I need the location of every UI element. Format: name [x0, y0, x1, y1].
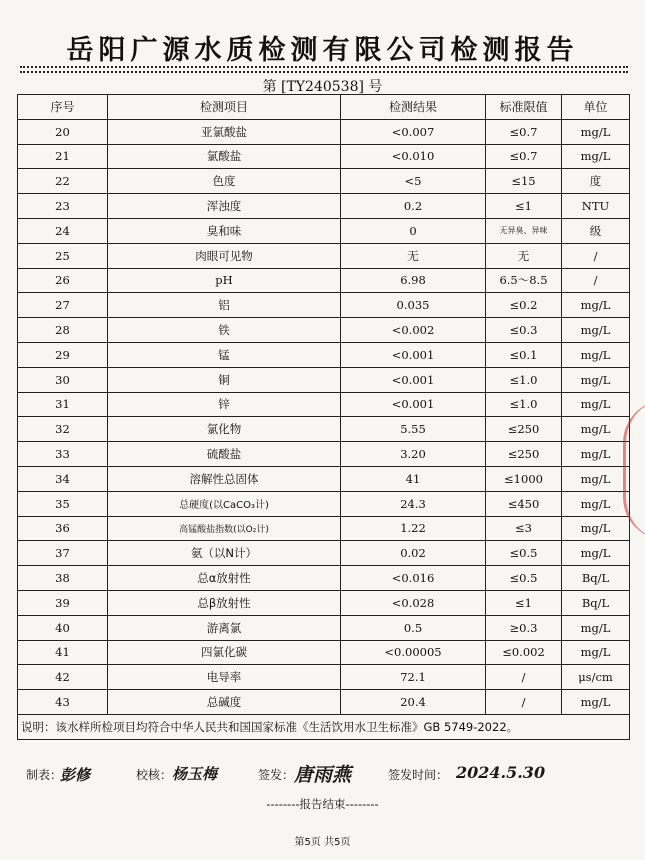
row-limit: ≤0.7	[486, 119, 562, 144]
table-row	[18, 566, 630, 591]
row-unit: mg/L	[562, 640, 630, 665]
col-header-no: 序号	[18, 95, 108, 120]
row-no: 24	[18, 218, 108, 243]
row-unit: mg/L	[562, 144, 630, 169]
checked-by-label: 校核：	[136, 768, 173, 782]
table-row	[18, 690, 630, 715]
row-no: 33	[18, 442, 108, 467]
row-no: 22	[18, 169, 108, 194]
row-item: 总α放射性	[108, 566, 341, 591]
table-row	[18, 590, 630, 615]
issued-by-label: 签发：	[258, 768, 295, 782]
row-limit: ≤250	[486, 442, 562, 467]
col-header-result: 检测结果	[341, 95, 486, 120]
row-limit: ≤0.5	[486, 541, 562, 566]
report-number: 第 [TY240538] 号	[262, 79, 383, 95]
row-item: pH	[108, 268, 341, 293]
row-item: 硫酸盐	[108, 442, 341, 467]
row-item: 锌	[108, 392, 341, 417]
row-item: 臭和味	[108, 218, 341, 243]
row-unit: Bq/L	[562, 566, 630, 591]
report-title: 岳阳广源水质检测有限公司检测报告	[66, 35, 579, 66]
row-item: 高锰酸盐指数(以O₂计)	[108, 516, 341, 541]
row-no: 25	[18, 243, 108, 268]
row-no: 41	[18, 640, 108, 665]
row-no: 38	[18, 566, 108, 591]
row-unit: mg/L	[562, 293, 630, 318]
row-no: 29	[18, 342, 108, 367]
row-limit: ≤3	[486, 516, 562, 541]
row-limit: ≤1	[486, 194, 562, 219]
row-no: 30	[18, 367, 108, 392]
prepared-by-signature: 彭修	[60, 766, 91, 784]
row-item: 铁	[108, 318, 341, 343]
row-item: 锰	[108, 342, 341, 367]
row-item: 铜	[108, 367, 341, 392]
row-unit: mg/L	[562, 417, 630, 442]
row-unit: μs/cm	[562, 665, 630, 690]
issue-time-label: 签发时间：	[388, 768, 449, 782]
row-limit: 无异臭、异味	[486, 218, 562, 243]
row-item: 游离氯	[108, 615, 341, 640]
row-unit: /	[562, 243, 630, 268]
row-result: 20.4	[341, 690, 486, 715]
row-result: 3.20	[341, 442, 486, 467]
row-result: <0.010	[341, 144, 486, 169]
row-no: 20	[18, 119, 108, 144]
row-limit: ≤450	[486, 491, 562, 516]
table-row	[18, 491, 630, 516]
row-result: <5	[341, 169, 486, 194]
table-row	[18, 466, 630, 491]
table-row	[18, 640, 630, 665]
row-result: <0.028	[341, 590, 486, 615]
row-limit: /	[486, 690, 562, 715]
col-header-unit: 单位	[562, 95, 630, 120]
table-row	[18, 367, 630, 392]
col-header-item: 检测项目	[108, 95, 341, 120]
row-result: 0	[341, 218, 486, 243]
report-end-marker: --------报告结束--------	[266, 797, 379, 811]
note-row	[18, 714, 630, 739]
row-no: 23	[18, 194, 108, 219]
results-table	[17, 94, 630, 740]
row-limit: ≤0.2	[486, 293, 562, 318]
row-unit: mg/L	[562, 342, 630, 367]
table-row	[18, 541, 630, 566]
table-row	[18, 516, 630, 541]
row-result: 41	[341, 466, 486, 491]
table-row	[18, 417, 630, 442]
table-row	[18, 119, 630, 144]
table-row	[18, 293, 630, 318]
row-no: 37	[18, 541, 108, 566]
row-no: 34	[18, 466, 108, 491]
row-unit: /	[562, 268, 630, 293]
table-row	[18, 194, 630, 219]
row-unit: mg/L	[562, 690, 630, 715]
row-item: 肉眼可见物	[108, 243, 341, 268]
row-result: 0.02	[341, 541, 486, 566]
row-result: 0.5	[341, 615, 486, 640]
table-row	[18, 218, 630, 243]
row-item: 氯酸盐	[108, 144, 341, 169]
row-item: 电导率	[108, 665, 341, 690]
signature-row	[26, 762, 626, 790]
row-no: 31	[18, 392, 108, 417]
row-unit: mg/L	[562, 491, 630, 516]
row-unit: Bq/L	[562, 590, 630, 615]
row-item: 浑浊度	[108, 194, 341, 219]
compliance-note: 说明：该水样所检项目均符合中华人民共和国国家标准《生活饮用水卫生标准》GB 5749-2022。	[18, 714, 630, 739]
title-divider	[20, 66, 628, 68]
row-limit: ≤0.002	[486, 640, 562, 665]
row-item: 总硬度(以CaCO₃计)	[108, 491, 341, 516]
row-result: <0.001	[341, 392, 486, 417]
row-result: 24.3	[341, 491, 486, 516]
row-result: <0.016	[341, 566, 486, 591]
row-limit: ≤15	[486, 169, 562, 194]
row-no: 43	[18, 690, 108, 715]
table-row	[18, 342, 630, 367]
row-limit: ≤1.0	[486, 367, 562, 392]
issued-by-signature: 唐雨燕	[294, 764, 352, 786]
title-divider-2	[20, 71, 628, 73]
row-item: 氯化物	[108, 417, 341, 442]
row-item: 溶解性总固体	[108, 466, 341, 491]
row-limit: 无	[486, 243, 562, 268]
row-no: 36	[18, 516, 108, 541]
row-result: 0.035	[341, 293, 486, 318]
table-row	[18, 615, 630, 640]
row-unit: mg/L	[562, 392, 630, 417]
row-unit: NTU	[562, 194, 630, 219]
row-result: <0.001	[341, 342, 486, 367]
row-limit: ≤0.3	[486, 318, 562, 343]
table-row	[18, 268, 630, 293]
row-item: 总碱度	[108, 690, 341, 715]
row-result: 72.1	[341, 665, 486, 690]
row-no: 40	[18, 615, 108, 640]
row-limit: ≤0.5	[486, 566, 562, 591]
row-result: 无	[341, 243, 486, 268]
row-item: 色度	[108, 169, 341, 194]
row-unit: mg/L	[562, 541, 630, 566]
table-header-row	[18, 95, 630, 120]
row-result: 0.2	[341, 194, 486, 219]
row-limit: ≥0.3	[486, 615, 562, 640]
table-row	[18, 243, 630, 268]
checked-by-signature: 杨玉梅	[172, 765, 218, 783]
table-row	[18, 169, 630, 194]
row-no: 39	[18, 590, 108, 615]
row-limit: ≤0.1	[486, 342, 562, 367]
row-unit: 度	[562, 169, 630, 194]
row-no: 32	[18, 417, 108, 442]
row-unit: mg/L	[562, 615, 630, 640]
row-limit: /	[486, 665, 562, 690]
row-unit: mg/L	[562, 367, 630, 392]
table-row	[18, 442, 630, 467]
row-unit: mg/L	[562, 466, 630, 491]
row-limit: ≤250	[486, 417, 562, 442]
row-no: 28	[18, 318, 108, 343]
col-header-limit: 标准限值	[486, 95, 562, 120]
row-result: 6.98	[341, 268, 486, 293]
row-no: 35	[18, 491, 108, 516]
row-item: 铝	[108, 293, 341, 318]
row-limit: ≤1	[486, 590, 562, 615]
table-row	[18, 392, 630, 417]
row-unit: mg/L	[562, 516, 630, 541]
row-no: 27	[18, 293, 108, 318]
table-row	[18, 144, 630, 169]
row-item: 四氯化碳	[108, 640, 341, 665]
row-limit: 6.5～8.5	[486, 268, 562, 293]
row-item: 氨（以N计）	[108, 541, 341, 566]
row-unit: mg/L	[562, 442, 630, 467]
row-result: 5.55	[341, 417, 486, 442]
page-number: 第5页 共5页	[294, 837, 351, 848]
row-limit: ≤1.0	[486, 392, 562, 417]
issue-time-value: 2024.5.30	[456, 763, 546, 782]
row-result: <0.001	[341, 367, 486, 392]
row-result: 1.22	[341, 516, 486, 541]
row-item: 亚氯酸盐	[108, 119, 341, 144]
row-unit: mg/L	[562, 318, 630, 343]
row-no: 21	[18, 144, 108, 169]
row-limit: ≤1000	[486, 466, 562, 491]
row-result: <0.00005	[341, 640, 486, 665]
prepared-by-label: 制表：	[26, 768, 63, 782]
row-result: <0.002	[341, 318, 486, 343]
row-result: <0.007	[341, 119, 486, 144]
row-unit: mg/L	[562, 119, 630, 144]
row-item: 总β放射性	[108, 590, 341, 615]
row-no: 26	[18, 268, 108, 293]
table-row	[18, 318, 630, 343]
row-limit: ≤0.7	[486, 144, 562, 169]
table-row	[18, 665, 630, 690]
row-no: 42	[18, 665, 108, 690]
row-unit: 级	[562, 218, 630, 243]
